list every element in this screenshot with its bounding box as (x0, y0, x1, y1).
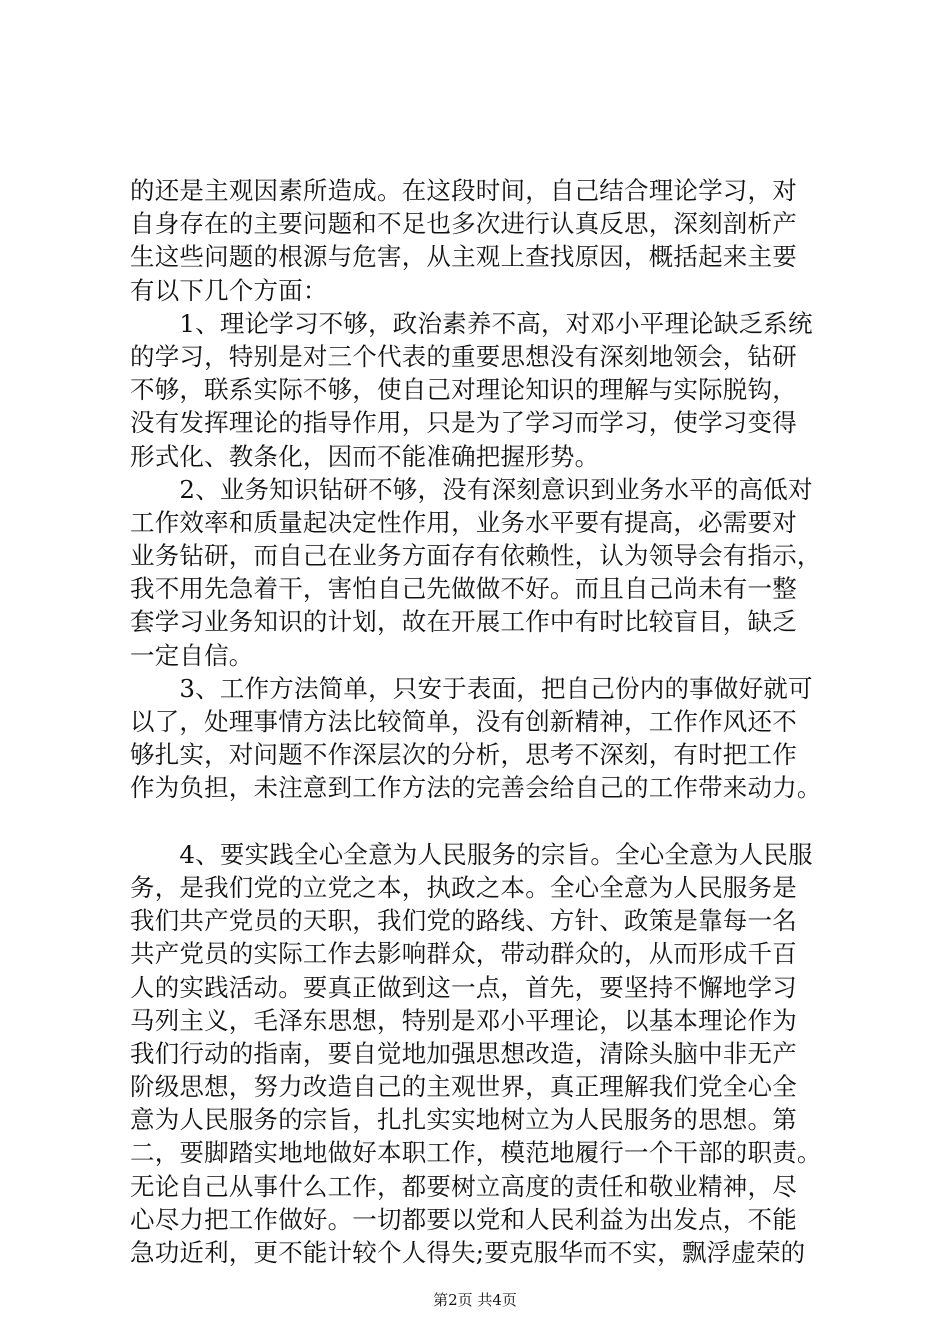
text-line: 急功近利，更不能计较个人得失;要克服华而不实，飘浮虚荣的 (130, 1238, 806, 1267)
text-line: 套学习业务知识的计划，故在开展工作中有时比较盲目，缺乏 (130, 607, 797, 637)
page-number-label: 第2页 共4页 (433, 1291, 517, 1309)
text-line: 心尽力把工作做好。一切都要以党和人民利益为出发点，不能 (130, 1204, 797, 1234)
text-line: 够扎实，对问题不作深层次的分析，思考不深刻，有时把工作 (130, 740, 797, 770)
document-body (130, 174, 832, 1269)
text-line: 我们行动的指南，要自觉地加强思想改造，清除头脑中非无产 (130, 1038, 797, 1068)
text-line: 工作效率和质量起决定性作用，业务水平要有提高，必需要对 (130, 507, 797, 537)
page-footer (0, 1290, 950, 1310)
text-line: 以了，处理事情方法比较简单，没有创新精神，工作作风还不 (130, 707, 797, 736)
text-line: 作为负担，未注意到工作方法的完善会给自己的工作带来动力。 (130, 773, 822, 803)
text-line: 1、理论学习不够，政治素养不高，对邓小平理论缺乏系统 (130, 308, 813, 338)
text-line: 形式化、教条化，因而不能准确把握形势。 (130, 441, 600, 471)
text-line: 一定自信。 (130, 640, 254, 670)
text-line: 马列主义，毛泽东思想，特别是邓小平理论，以基本理论作为 (130, 1005, 797, 1035)
text-line: 的学习，特别是对三个代表的重要思想没有深刻地领会，钻研 (130, 341, 797, 371)
text-line: 人的实践活动。要真正做到这一点，首先，要坚持不懈地学习 (130, 972, 797, 1002)
text-line: 自身存在的主要问题和不足也多次进行认真反思，深刻剖析产 (130, 209, 797, 239)
text-line: 不够，联系实际不够，使自己对理论知识的理解与实际脱钩， (130, 375, 797, 405)
paragraph-gap (130, 805, 832, 838)
text-line: 共产党员的实际工作去影响群众，带动群众的，从而形成千百 (130, 939, 797, 969)
text-line: 没有发挥理论的指导作用，只是为了学习而学习，使学习变得 (130, 408, 797, 438)
text-line: 2、业务知识钻研不够，没有深刻意识到业务水平的高低对 (130, 474, 813, 504)
text-line: 的还是主观因素所造成。在这段时间，自己结合理论学习，对 (130, 176, 797, 205)
text-line: 二，要脚踏实地地做好本职工作，模范地履行一个干部的职责。 (130, 1138, 822, 1168)
text-line: 生这些问题的根源与危害，从主观上查找原因，概括起来主要 (130, 242, 797, 272)
text-line: 3、工作方法简单，只安于表面，把自己份内的事做好就可 (130, 673, 813, 703)
text-line: 我们共产党员的天职，我们党的路线、方针、政策是靠每一名 (130, 906, 797, 936)
text-line: 务，是我们党的立党之本，执政之本。全心全意为人民服务是 (130, 872, 797, 902)
text-line: 业务钻研，而自己在业务方面存有依赖性，认为领导会有指示， (130, 541, 822, 571)
text-line: 无论自己从事什么工作，都要树立高度的责任和敬业精神，尽 (130, 1171, 797, 1201)
text-line: 阶级思想，努力改造自己的主观世界，真正理解我们党全心全 (130, 1072, 797, 1102)
text-line: 有以下几个方面： (130, 275, 328, 305)
text-line: 4、要实践全心全意为人民服务的宗旨。全心全意为人民服 (130, 839, 813, 869)
text-line: 我不用先急着干，害怕自己先做做不好。而且自己尚未有一整 (130, 574, 797, 604)
text-line: 意为人民服务的宗旨，扎扎实实地树立为人民服务的思想。第 (130, 1105, 797, 1135)
